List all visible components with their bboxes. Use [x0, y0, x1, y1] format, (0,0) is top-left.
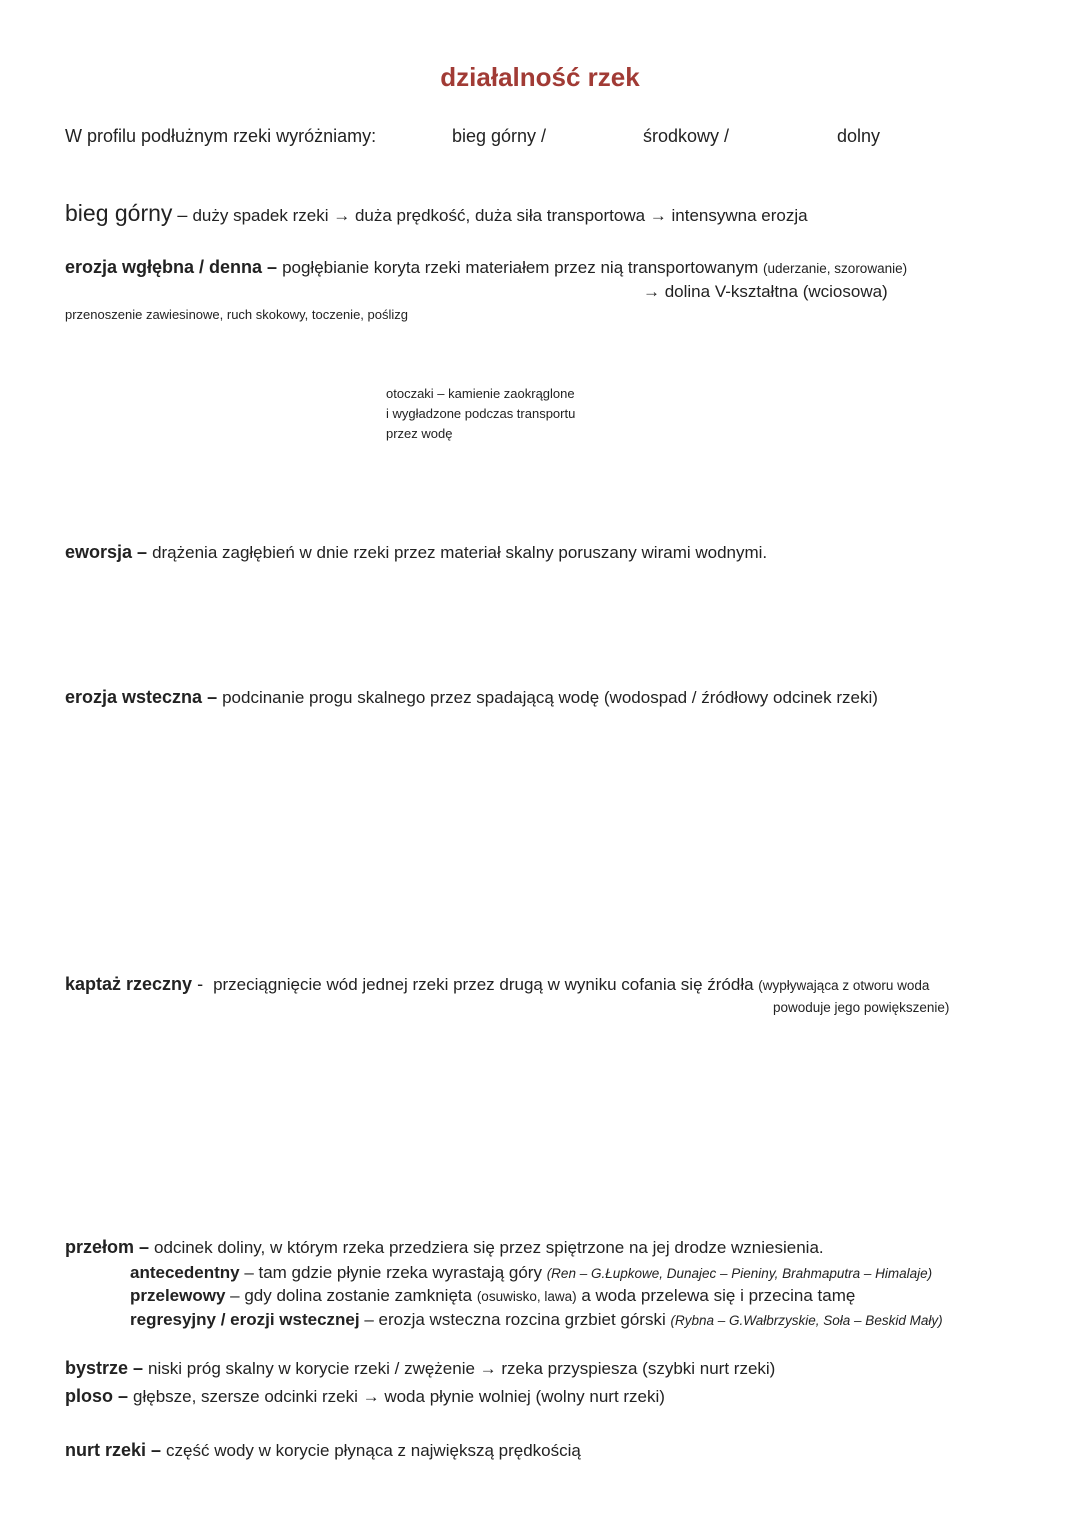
page-title: działalność rzek	[440, 62, 640, 92]
bieg-gorny-term: bieg górny	[65, 200, 173, 226]
erozja-wglebna-entry: erozja wgłębna / denna – pogłębianie koryta rzeki materiałem przez nią transportowanym (uderzanie, szorowanie)	[65, 257, 908, 277]
profile-intro: W profilu podłużnym rzeki wyróżniamy:	[65, 126, 377, 146]
ploso-desc: głębsze, szersze odcinki rzeki → woda płynie wolniej (wolny nurt rzeki)	[133, 1387, 665, 1406]
otoczaki-line-3: przez wodę	[386, 426, 453, 441]
eworsja-term: eworsja	[65, 542, 133, 562]
nurt-term: nurt rzeki	[65, 1440, 147, 1460]
profile-middle: środkowy /	[643, 126, 730, 146]
bieg-gorny-entry: bieg górny – duży spadek rzeki → duża prędkość, duża siła transportowa → intensywna erozja	[65, 200, 808, 226]
przelom-type-antecedentny: antecedentny – tam gdzie płynie rzeka wyrastają góry (Ren – G.Łupkowe, Dunajec – Pieniny, Brahmaputra – Himalaje)	[130, 1263, 933, 1282]
otoczaki-line-2: i wygładzone podczas transportu	[386, 406, 576, 421]
przelom-desc: odcinek doliny, w którym rzeka przedziera się przez spiętrzone na jej drodze wzniesienia.	[154, 1238, 824, 1257]
ploso-term: ploso	[65, 1386, 113, 1406]
erozja-wglebna-result: → dolina V-kształtna (wciosowa)	[643, 282, 888, 301]
profile-lower: dolny	[837, 126, 881, 146]
bieg-gorny-desc: duży spadek rzeki → duża prędkość, duża siła transportowa → intensywna erozja	[192, 206, 808, 225]
kaptaz-note-1: (wypływająca z otworu woda	[758, 978, 930, 993]
kaptaz-entry: kaptaż rzeczny - przeciągnięcie wód jednej rzeki przez drugą w wyniku cofania się źródła (wypływająca z otworu woda	[65, 974, 930, 994]
erozja-wsteczna-term: erozja wsteczna	[65, 687, 203, 707]
transport-types: przenoszenie zawiesinowe, ruch skokowy, toczenie, poślizg	[65, 307, 408, 322]
otoczaki-line-1: otoczaki – kamienie zaokrąglone	[386, 386, 575, 401]
nurt-desc: część wody w korycie płynąca z największą prędkością	[166, 1441, 581, 1460]
przelom-entry: przełom – odcinek doliny, w którym rzeka przedziera się przez spiętrzone na jej drodze wzniesienia.	[65, 1237, 824, 1257]
przelom-term: przełom	[65, 1237, 135, 1257]
profile-upper: bieg górny /	[452, 126, 547, 146]
eworsja-desc: drążenia zagłębień w dnie rzeki przez materiał skalny poruszany wirami wodnymi.	[152, 543, 768, 562]
kaptaz-desc: przeciągnięcie wód jednej rzeki przez drugą w wyniku cofania się źródła	[213, 975, 759, 994]
przelom-type-regresyjny: regresyjny / erozji wstecznej – erozja wsteczna rozcina grzbiet górski (Rybna – G.Wałbrzyskie, Soła – Beskid Mały)	[130, 1310, 943, 1329]
ploso-entry: ploso – głębsze, szersze odcinki rzeki → woda płynie wolniej (wolny nurt rzeki)	[65, 1386, 665, 1406]
bystrze-desc: niski próg skalny w korycie rzeki / zwężenie → rzeka przyspiesza (szybki nurt rzeki)	[148, 1359, 776, 1378]
nurt-entry: nurt rzeki – część wody w korycie płynąca z największą prędkością	[65, 1440, 581, 1460]
erozja-wsteczna-desc: podcinanie progu skalnego przez spadającą wodę (wodospad / źródłowy odcinek rzeki)	[222, 688, 878, 707]
erozja-wglebna-term: erozja wgłębna / denna	[65, 257, 263, 277]
erozja-wglebna-desc: pogłębianie koryta rzeki materiałem przez nią transportowanym	[282, 258, 764, 277]
kaptaz-note-2: powoduje jego powiększenie)	[773, 1000, 950, 1015]
bystrze-term: bystrze	[65, 1358, 129, 1378]
erozja-wsteczna-entry: erozja wsteczna – podcinanie progu skalnego przez spadającą wodę (wodospad / źródłowy odcinek rzeki)	[65, 687, 878, 707]
bystrze-entry: bystrze – niski próg skalny w korycie rzeki / zwężenie → rzeka przyspiesza (szybki nurt rzeki)	[65, 1358, 776, 1378]
przelom-type-przelewowy: przelewowy – gdy dolina zostanie zamknięta (osuwisko, lawa) a woda przelewa się i przecina tamę	[130, 1286, 856, 1305]
erozja-wglebna-note: (uderzanie, szorowanie)	[763, 261, 908, 276]
eworsja-entry: eworsja – drążenia zagłębień w dnie rzeki przez materiał skalny poruszany wirami wodnymi.	[65, 542, 768, 562]
kaptaz-term: kaptaż rzeczny	[65, 974, 193, 994]
